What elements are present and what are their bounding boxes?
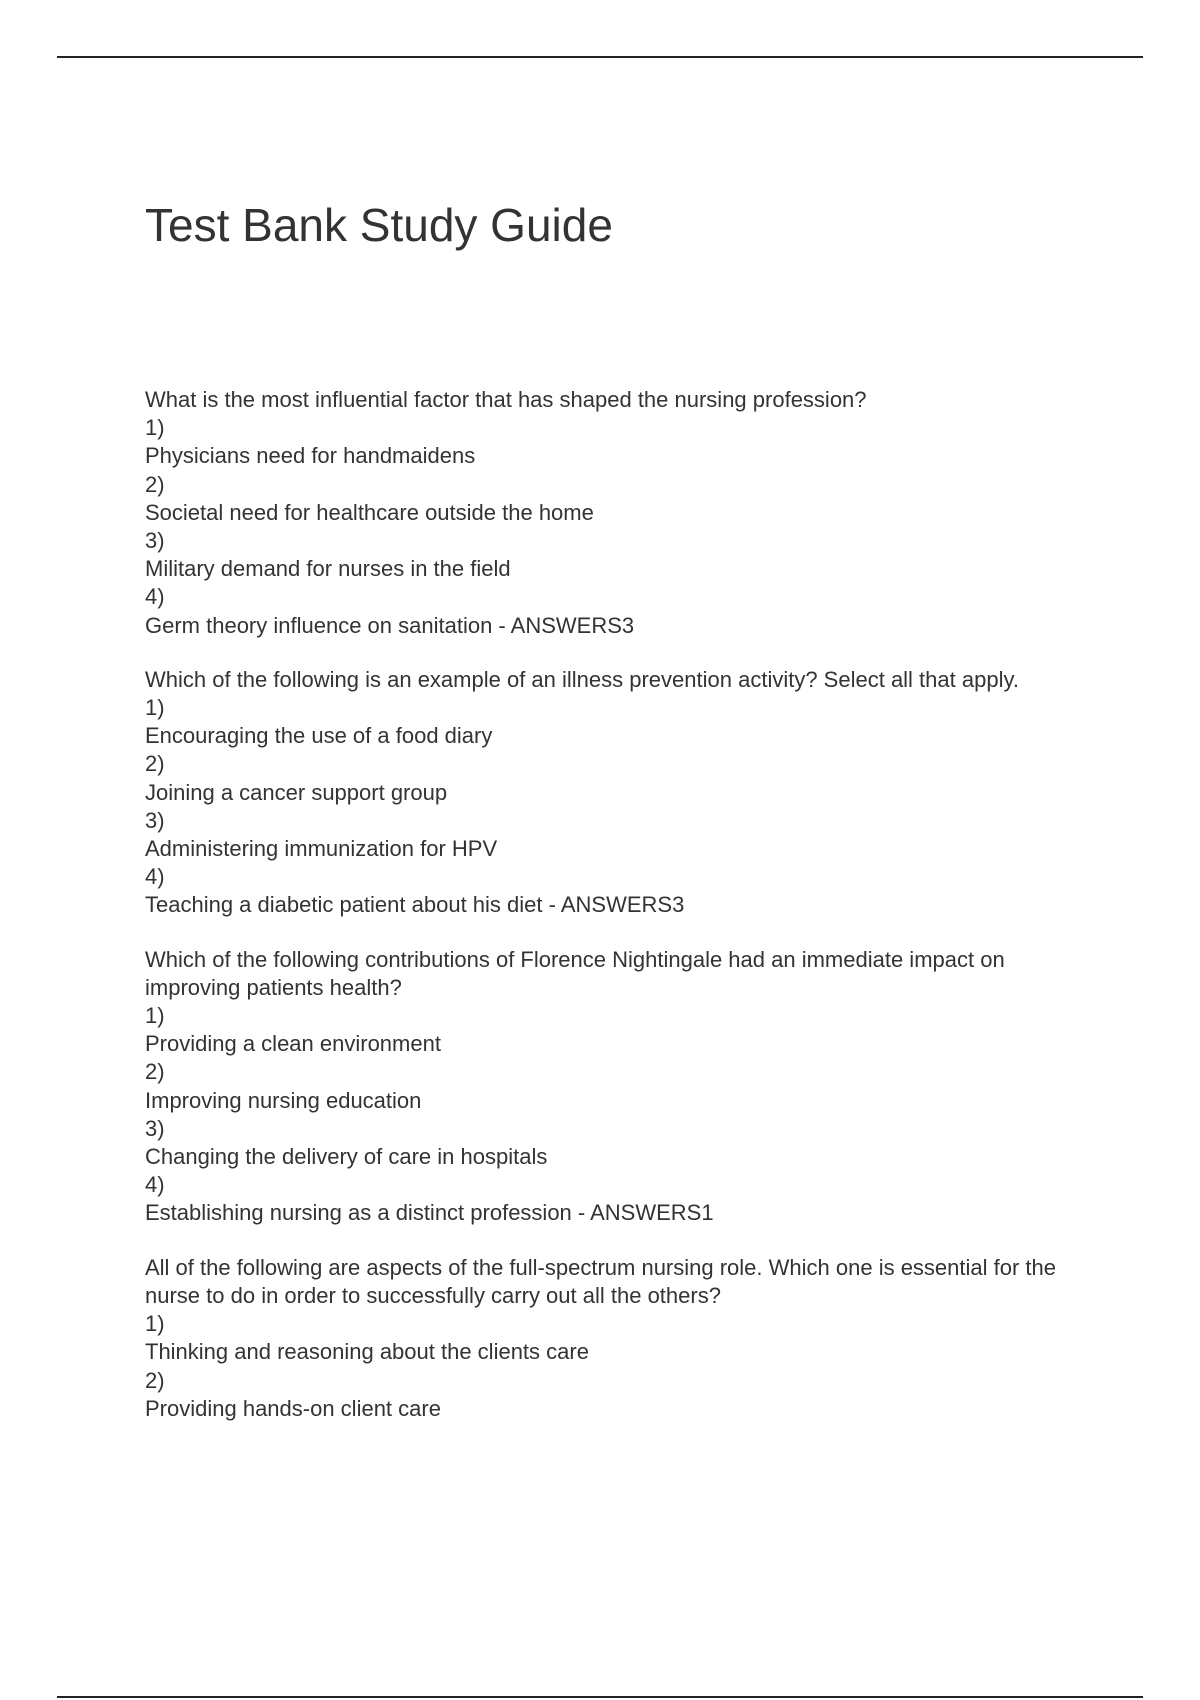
option-text: Establishing nursing as a distinct profession - ANSWERS1 — [145, 1200, 714, 1226]
question-list — [145, 386, 1085, 1449]
question-block — [145, 946, 1085, 1228]
option-text: Thinking and reasoning about the clients care — [145, 1339, 589, 1365]
footer-rule — [57, 1696, 1143, 1698]
option-text: Encouraging the use of a food diary — [145, 723, 493, 749]
question-block — [145, 1254, 1085, 1423]
option-number: 4) — [145, 584, 165, 610]
option-number: 3) — [145, 1115, 165, 1141]
option-text: Providing hands-on client care — [145, 1395, 441, 1421]
option-text: Military demand for nurses in the field — [145, 556, 511, 582]
option-number: 1) — [145, 1003, 165, 1029]
option-number: 4) — [145, 1172, 165, 1198]
option-text: Improving nursing education — [145, 1087, 422, 1113]
option-text: Physicians need for handmaidens — [145, 443, 476, 469]
option-text: Providing a clean environment — [145, 1031, 441, 1057]
option-number: 2) — [145, 1367, 165, 1393]
option-number: 1) — [145, 415, 165, 441]
header-rule — [57, 56, 1143, 58]
option-text: Administering immunization for HPV — [145, 836, 498, 862]
option-number: 2) — [145, 751, 165, 777]
option-text: Societal need for healthcare outside the home — [145, 499, 594, 525]
option-number: 1) — [145, 1311, 165, 1337]
option-number: 2) — [145, 471, 165, 497]
question-text: Which of the following is an example of an illness prevention activity? Select all that apply. — [145, 666, 1019, 692]
option-text: Joining a cancer support group — [145, 779, 448, 805]
question-block — [145, 666, 1085, 920]
page-title: Test Bank Study Guide — [145, 199, 613, 251]
question-block — [145, 386, 1085, 640]
question-text: Which of the following contributions of Florence Nightingale had an immediate impact on improving patients health? — [145, 946, 1005, 1000]
option-number: 3) — [145, 528, 165, 554]
option-text: Germ theory influence on sanitation - ANSWERS3 — [145, 612, 635, 638]
option-text: Teaching a diabetic patient about his diet - ANSWERS3 — [145, 892, 685, 918]
option-number: 1) — [145, 695, 165, 721]
question-text: All of the following are aspects of the full-spectrum nursing role. Which one is essential for the nurse to do in order to successfully carry out all the others? — [145, 1254, 1057, 1308]
option-number: 2) — [145, 1059, 165, 1085]
option-number: 4) — [145, 864, 165, 890]
question-text: What is the most influential factor that has shaped the nursing profession? — [145, 387, 867, 412]
option-number: 3) — [145, 807, 165, 833]
option-text: Changing the delivery of care in hospitals — [145, 1144, 548, 1170]
